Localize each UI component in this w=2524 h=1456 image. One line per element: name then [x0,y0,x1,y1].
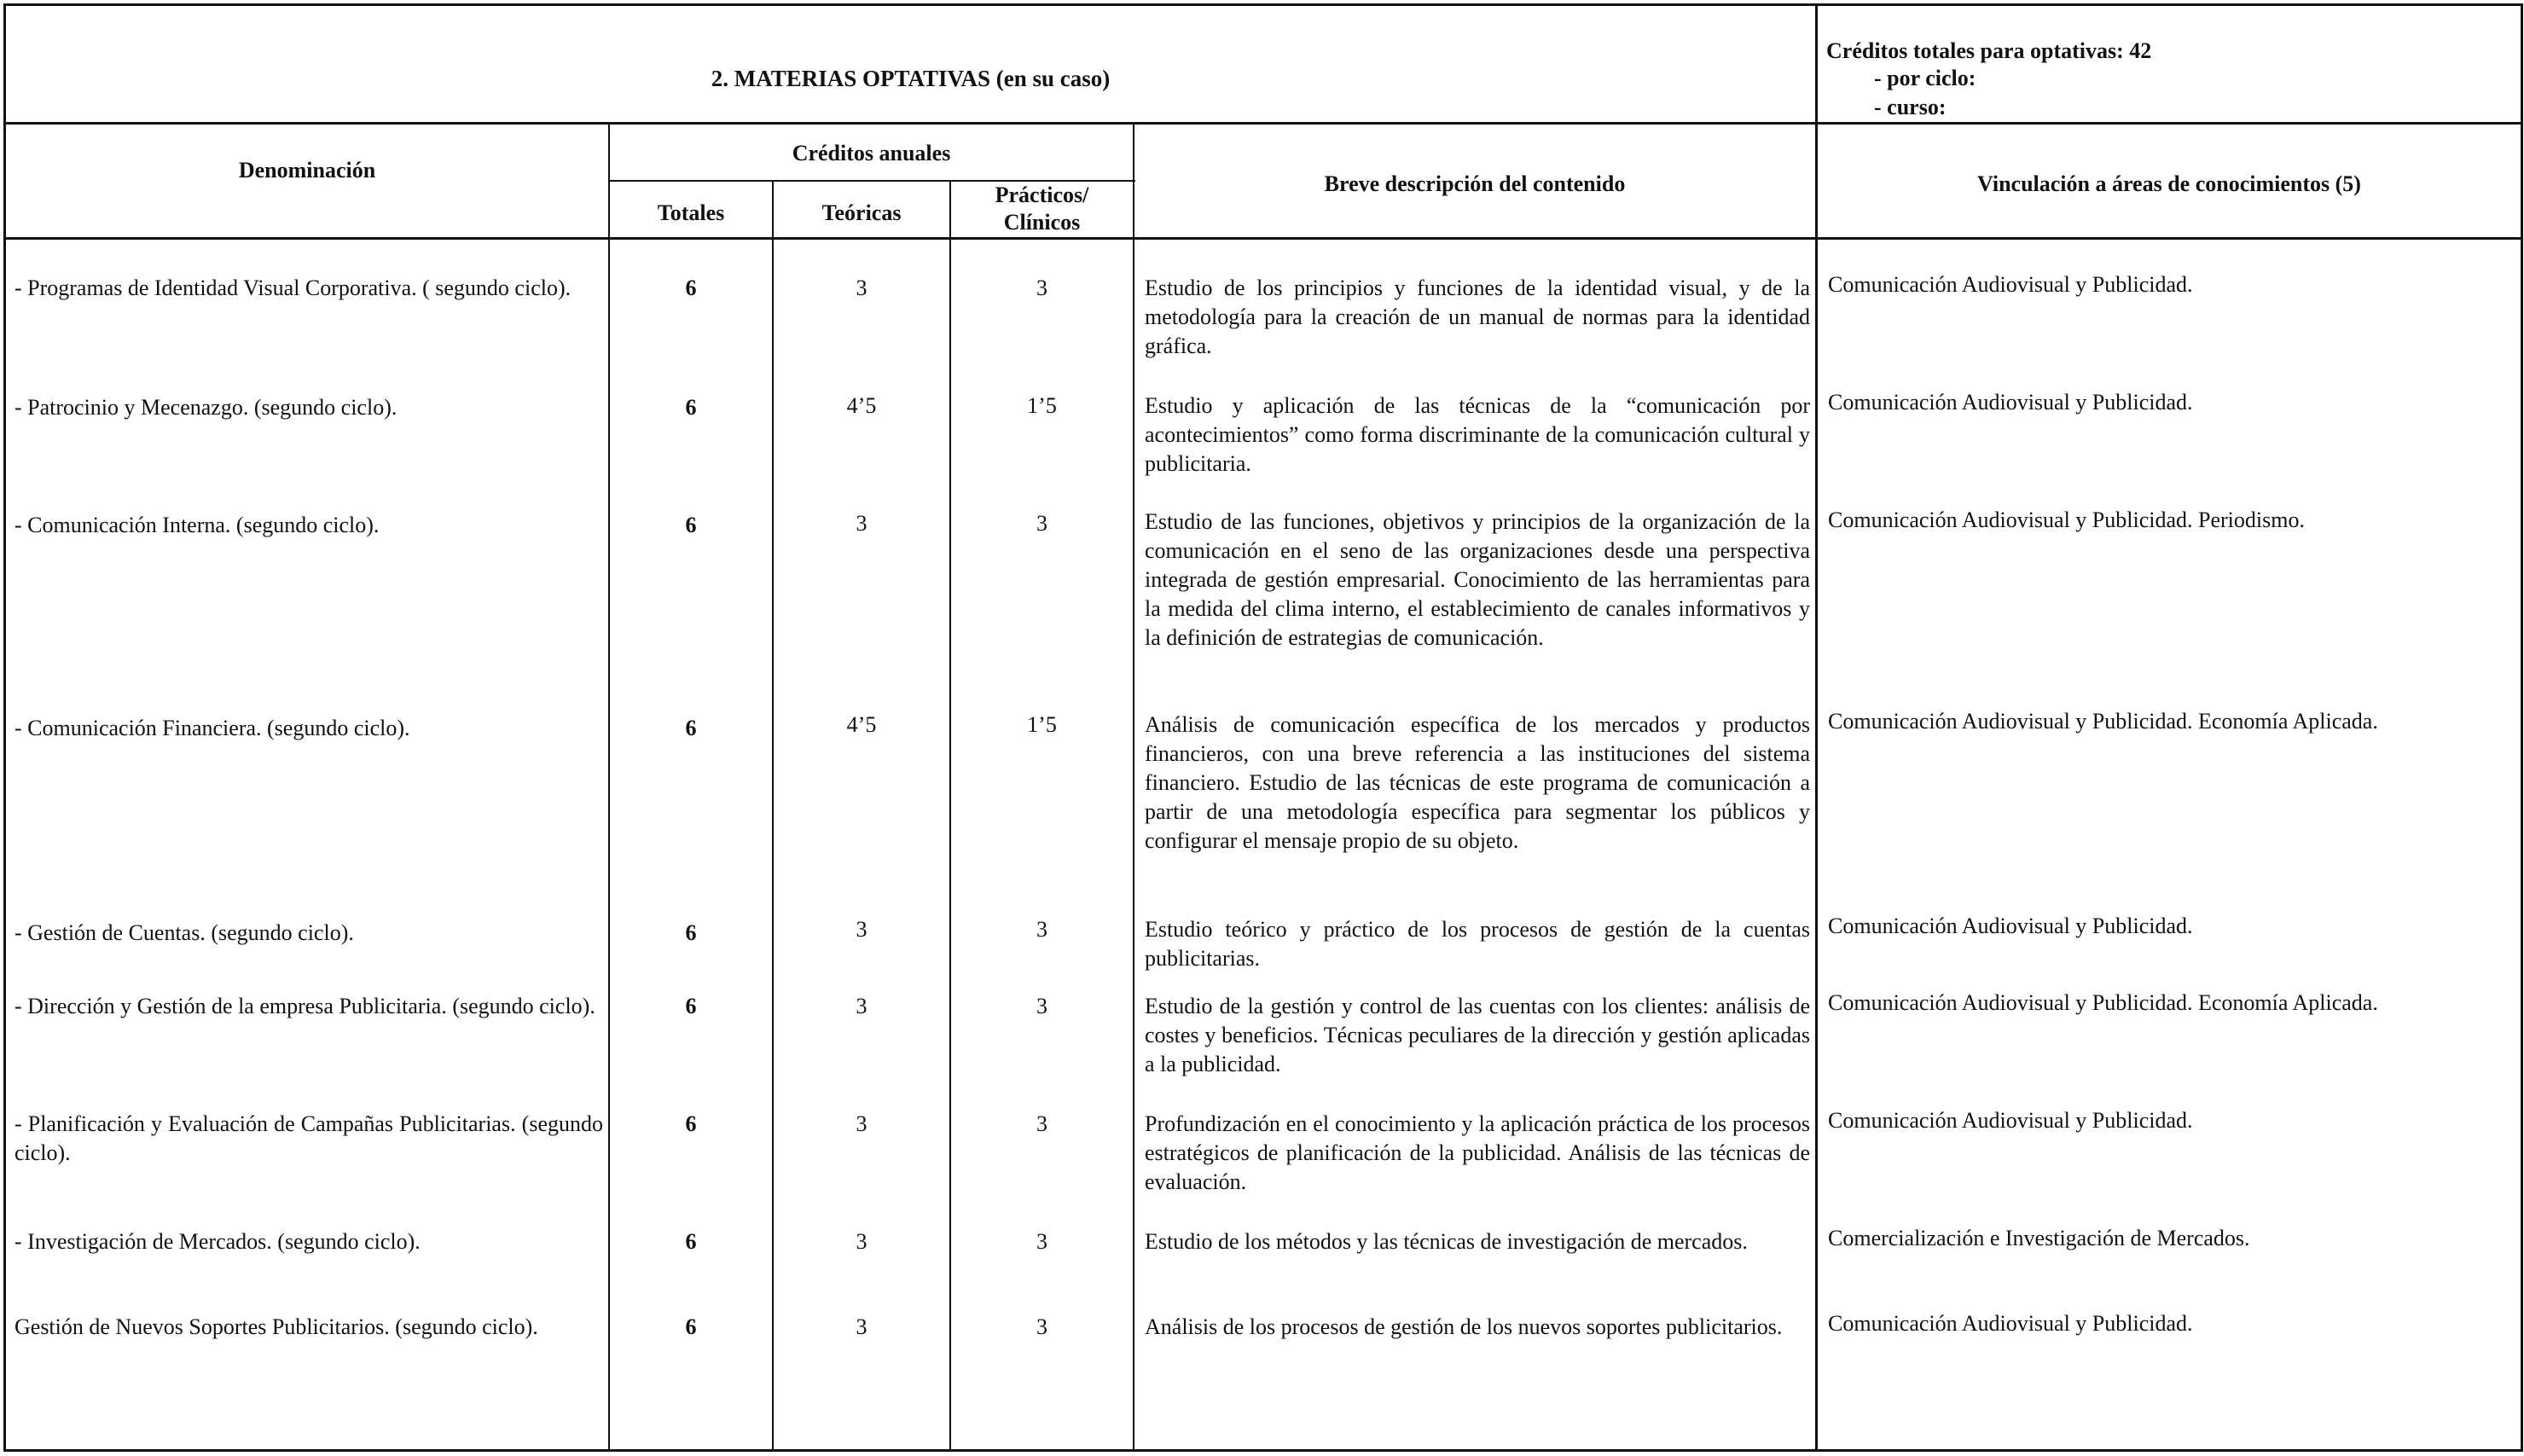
row-1-vinculacion: Comunicación Audiovisual y Publicidad. [1828,272,2193,297]
row-1-denominacion: - Programas de Identidad Visual Corporativa. ( segundo ciclo). [15,276,572,300]
optional-subjects-form [3,3,2523,1452]
row-3-vinculacion: Comunicación Audiovisual y Publicidad. Periodismo. [1828,508,2305,532]
row-7-teoricas: 3 [856,1111,867,1136]
col-header-denominacion: Denominación [238,158,376,183]
row-9-vinculacion: Comunicación Audiovisual y Publicidad. [1828,1311,2193,1336]
header-divider [6,122,2521,125]
row-6-descripcion: Estudio de la gestión y control de las cuentas con los clientes: análisis de costes y beneficios. Técnicas peculiares de la dirección y gestión aplicadas a la publicidad. [1145,994,1810,1076]
col-header-practicos-1: Prácticos/ [995,183,1089,207]
col-header-creditos-anuales: Créditos anuales [792,141,951,165]
row-8-vinculacion: Comercialización e Investigación de Mercados. [1828,1226,2250,1250]
row-6-teoricas: 3 [856,994,867,1018]
row-2-practicos: 1’5 [1027,393,1057,418]
table-header-divider [6,237,2521,240]
row-9-practicos: 3 [1036,1314,1047,1339]
row-2-vinculacion: Comunicación Audiovisual y Publicidad. [1828,390,2193,415]
row-4-teoricas: 4’5 [846,712,877,737]
row-3-teoricas: 3 [856,511,867,536]
row-7-denominacion: - Planificación y Evaluación de Campañas Publicitarias. (segundo ciclo). [15,1111,603,1165]
row-7-descripcion: Profundización en el conocimiento y la aplicación práctica de los procesos estratégicos de planificación de la publicidad. Análisis de las técnicas de evaluación. [1145,1111,1810,1194]
col-header-descripcion: Breve descripción del contenido [1324,171,1626,196]
row-4-totales: 6 [685,716,697,740]
row-3-descripcion: Estudio de las funciones, objetivos y principios de la organización de la comunicación en el seno de las organizaciones desde una perspectiva integrada de gestión empresarial. Conocimiento de las herramientas para la medida del clima interno, el establecimiento de canales informativos y la definición de estrategias de comunicación. [1145,509,1810,650]
row-8-practicos: 3 [1036,1229,1047,1254]
row-5-practicos: 3 [1036,917,1047,942]
row-3-denominacion: - Comunicación Interna. (segundo ciclo). [15,513,380,537]
row-6-totales: 6 [685,994,697,1018]
row-4-denominacion: - Comunicación Financiera. (segundo ciclo). [15,716,410,740]
row-3-totales: 6 [685,513,697,537]
row-6-vinculacion: Comunicación Audiovisual y Publicidad. Economía Aplicada. [1828,990,2378,1015]
row-2-descripcion: Estudio y aplicación de las técnicas de la “comunicación por acontecimientos” como forma discriminante de la comunicación cultural y publicitaria. [1145,393,1810,476]
row-8-teoricas: 3 [856,1229,867,1254]
row-1-descripcion: Estudio de los principios y funciones de la identidad visual, y de la metodología para la creación de un manual de normas para la identidad gráfica. [1145,276,1810,358]
row-3-practicos: 3 [1036,511,1047,536]
row-5-descripcion: Estudio teórico y práctico de los procesos de gestión de la cuentas publicitarias. [1145,917,1810,971]
col-divider-practicos [1133,122,1134,1449]
row-2-denominacion: - Patrocinio y Mecenazgo. (segundo ciclo). [15,395,397,420]
row-6-denominacion: - Dirección y Gestión de la empresa Publicitaria. (segundo ciclo). [15,994,595,1018]
row-5-denominacion: - Gestión de Cuentas. (segundo ciclo). [15,920,354,945]
curso-label: - curso: [1874,95,1947,119]
row-2-teoricas: 4’5 [846,393,877,418]
credits-total-label: Créditos totales para optativas: 42 [1826,38,2152,63]
row-8-denominacion: - Investigación de Mercados. (segundo ciclo). [15,1229,421,1254]
row-5-teoricas: 3 [856,917,867,942]
row-9-teoricas: 3 [856,1314,867,1339]
row-4-vinculacion: Comunicación Audiovisual y Publicidad. Economía Aplicada. [1828,709,2378,734]
por-ciclo-label: - por ciclo: [1874,66,1976,90]
page-title: 2. MATERIAS OPTATIVAS (en su caso) [711,66,1111,91]
row-9-totales: 6 [685,1314,697,1339]
row-1-practicos: 3 [1036,276,1047,300]
row-7-totales: 6 [685,1111,697,1136]
col-divider-descripcion [1815,6,1818,1449]
row-9-descripcion: Análisis de los procesos de gestión de los nuevos soportes publicitarios. [1145,1314,1783,1339]
col-header-teoricas: Teóricas [821,200,902,225]
col-header-vinculacion: Vinculación a áreas de conocimientos (5) [1977,171,2361,196]
row-4-practicos: 1’5 [1027,712,1057,737]
row-8-descripcion: Estudio de los métodos y las técnicas de investigación de mercados. [1145,1229,1748,1254]
row-1-totales: 6 [685,276,697,300]
row-6-practicos: 3 [1036,994,1047,1018]
col-header-practicos-2: Clínicos [1003,210,1081,235]
row-1-teoricas: 3 [856,276,867,300]
row-7-practicos: 3 [1036,1111,1047,1136]
row-9-denominacion: Gestión de Nuevos Soportes Publicitarios. (segundo ciclo). [15,1314,538,1339]
col-divider-teoricas [949,180,951,1449]
row-5-totales: 6 [685,920,697,945]
row-2-totales: 6 [685,395,697,420]
row-5-vinculacion: Comunicación Audiovisual y Publicidad. [1828,914,2193,938]
col-divider-totales [772,180,774,1449]
row-8-totales: 6 [685,1229,697,1254]
row-4-descripcion: Análisis de comunicación específica de los mercados y productos financieros, con una breve referencia a las instituciones del sistema financiero. Estudio de las técnicas de este programa de comunicación a partir de una metodología específica para segmentar los públicos y configurar el mensaje propio de su objeto. [1145,712,1810,853]
col-header-totales: Totales [657,200,725,225]
row-7-vinculacion: Comunicación Audiovisual y Publicidad. [1828,1108,2193,1133]
